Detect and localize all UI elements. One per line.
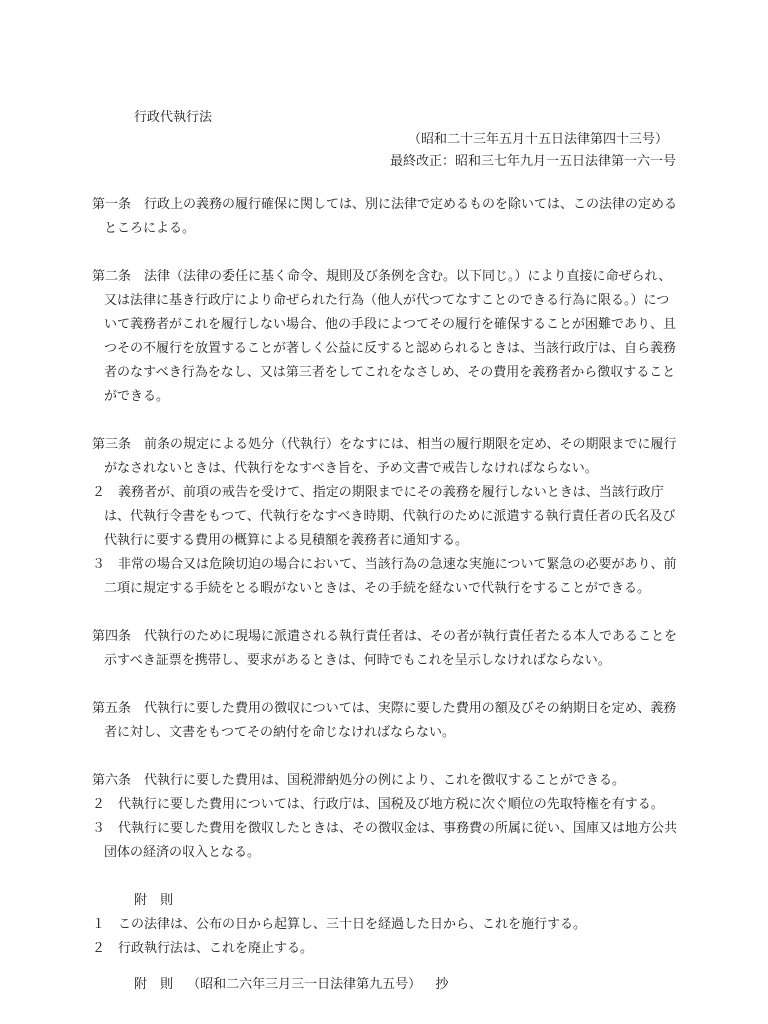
article-1: 第一条 行政上の義務の履行確保に関しては、別に法律で定めるものを除いては、この法律の定めるところによる。 xyxy=(92,197,678,236)
law-title: 行政代執行法 xyxy=(134,110,213,125)
excerpt-note: 抄 xyxy=(435,977,449,992)
article-6-para-1: 第六条 代執行に要した費用は、国税滞納処分の例により、これを徴収することができる。 xyxy=(92,773,626,788)
supplementary-heading: 附 則 xyxy=(134,893,174,908)
supplementary-item: ２ 行政執行法は、これを廃止する。 xyxy=(92,941,314,956)
supplementary-heading-2 xyxy=(92,973,680,997)
supplementary-law-number: （昭和二六年三月三一日法律第九五号） xyxy=(187,977,422,992)
last-amendment: 最終改正：昭和三七年九月一五日法律第一六一号 xyxy=(389,154,676,169)
supplementary-item: １ この法律は、公布の日から起算し、三十日を経過した日から、これを施行する。 xyxy=(92,917,587,932)
article-5: 第五条 代執行に要した費用の徴収については、実際に要した費用の額及びその納期日を定め、義務者に対し、文書をもつてその納付を命じなければならない。 xyxy=(92,701,677,740)
article-4: 第四条 代執行のために現場に派遣される執行責任者は、その者が執行責任者たる本人であることを示すべき証票を携帯し、要求があるときは、何時でもこれを呈示しなければならない。 xyxy=(92,629,678,668)
article-6-para-3: ３ 代執行に要した費用を徴収したときは、その徴収金は、事務費の所属に従い、国庫又は地方公共団体の経済の収入となる。 xyxy=(92,821,678,860)
article-3-para-1: 第三条 前条の規定による処分（代執行）をなすには、相当の履行期限を定め、その期限までに履行がなされないときは、代執行をなすべき旨を、予め文書で戒告しなければならない。 xyxy=(92,437,677,476)
article-3-para-2: ２ 義務者が、前項の戒告を受けて、指定の期限までにその義務を履行しないときは、当該行政庁は、代執行令書をもつて、代執行をなすべき時期、代執行のために派遣する執行責任者の氏名及び代執行に要する費用の概算による見積額を義務者に通知する。 xyxy=(92,485,676,548)
article-3-para-3: ３ 非常の場合又は危険切迫の場合において、当該行為の急速な実施について緊急の必要があり、前二項に規定する手続をとる暇がないときは、その手続を経ないで代執行をすることができる。 xyxy=(92,557,677,596)
supplementary-heading-2-label: 附 則 xyxy=(134,977,174,992)
law-body xyxy=(92,193,680,997)
article-6-para-2: ２ 代執行に要した費用については、行政庁は、国税及び地方税に次ぐ順位の先取特権を有する。 xyxy=(92,797,664,812)
law-number: （昭和二十三年五月十五日法律第四十三号） xyxy=(407,132,668,147)
article-2: 第二条 法律（法律の委任に基く命令、規則及び条例を含む。以下同じ。）により直接に命ぜられ、又は法律に基き行政庁により命ぜられた行為（他人が代つてなすことのできる行為に限る。）について義務者がこれを履行しない場合、他の手段によつてその履行を確保することが困難であり、且つその不履行を放置することが著しく公益に反すると認められるときは、当該行政庁は、自ら義務者のなすべき行為をなし、又は第三者をしてこれをなさしめ、その費用を義務者から徴収することができる。 xyxy=(92,269,677,404)
